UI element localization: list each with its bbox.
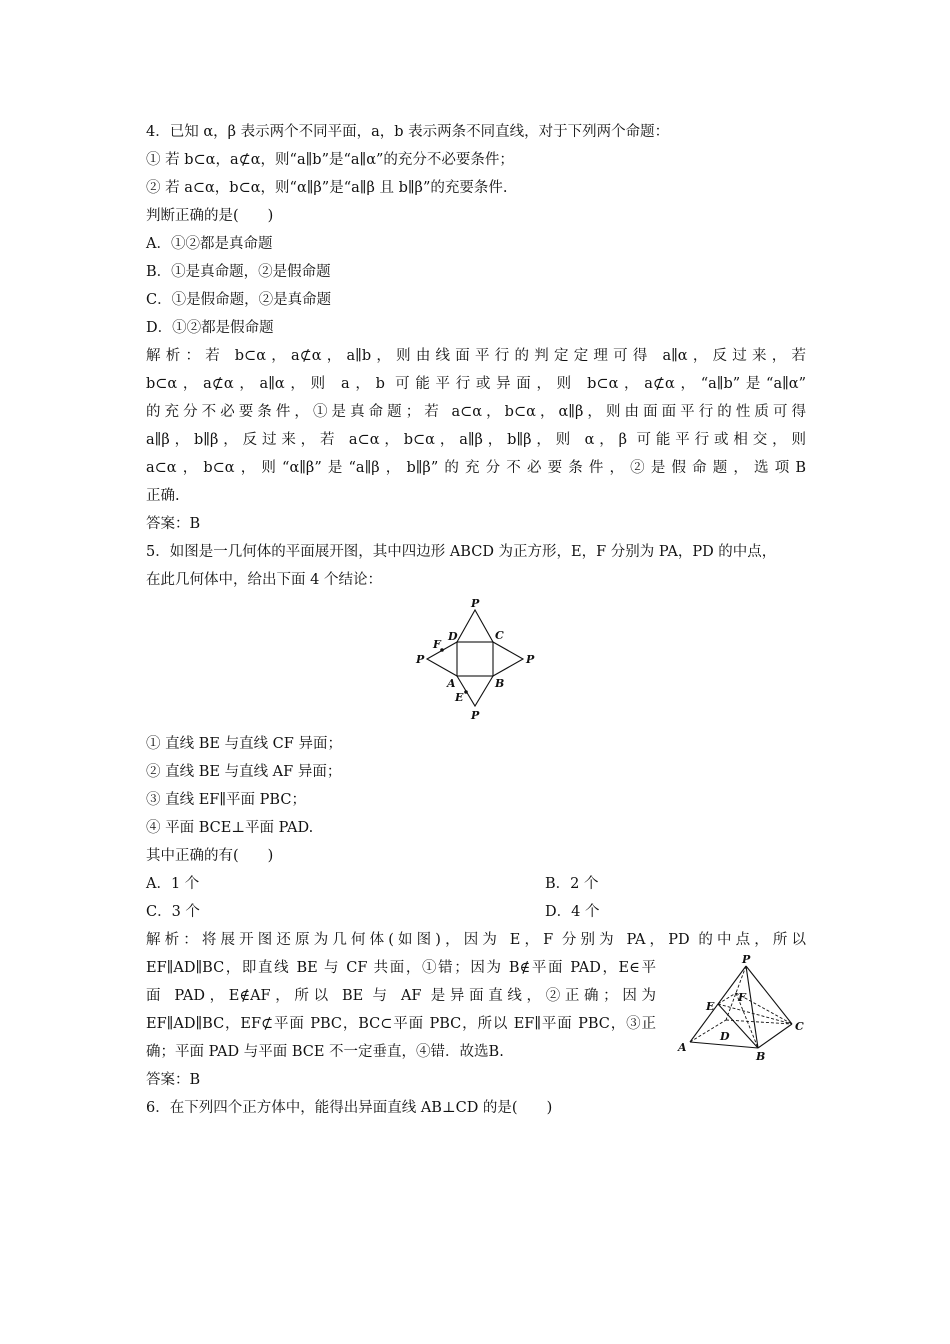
q4-analysis-line: 解析：若 b⊂α，a⊄α，a∥b，则由线面平行的判定定理可得 a∥α，反过来，若 bbox=[146, 348, 806, 364]
label-c: C bbox=[495, 629, 504, 642]
q5-statement-2: ② 直线 BE 与直线 AF 异面； bbox=[146, 764, 342, 780]
q4-answer: 答案：B bbox=[146, 516, 201, 532]
q6-stem: 6．在下列四个正方体中，能得出异面直线 AB⊥CD 的是( ) bbox=[146, 1100, 553, 1116]
point-e bbox=[464, 690, 468, 694]
q5-stem-continued: 在此几何体中，给出下面 4 个结论： bbox=[146, 572, 382, 588]
q4-option-c: C．①是假命题，②是真命题 bbox=[146, 292, 332, 308]
label-p-left: P bbox=[416, 653, 425, 666]
solid-label-d: D bbox=[720, 1030, 730, 1043]
q5-statement-4: ④ 平面 BCE⊥平面 PAD. bbox=[146, 820, 314, 836]
q5-analysis-line: EF∥AD∥BC，即直线 BE 与 CF 共面，①错；因为 B∉平面 PAD，E∈平 bbox=[146, 960, 656, 976]
label-p-right: P bbox=[526, 653, 535, 666]
q5-answer: 答案：B bbox=[146, 1072, 201, 1088]
q4-option-a: A．①②都是真命题 bbox=[146, 236, 273, 252]
q5-option-d: D．4 个 bbox=[545, 904, 600, 920]
q5-option-a: A．1 个 bbox=[146, 876, 200, 892]
solid-label-b: B bbox=[756, 1050, 766, 1063]
q4-option-b: B．①是真命题，②是假命题 bbox=[146, 264, 331, 280]
q4-proposition-2: ② 若 a⊂α，b⊂α，则“α∥β”是“a∥β 且 b∥β”的充要条件. bbox=[146, 180, 508, 196]
pyramid-figure bbox=[672, 952, 812, 1064]
q5-stem: 5．如图是一几何体的平面展开图，其中四边形 ABCD 为正方形，E，F 分别为 PA，PD 的中点， bbox=[146, 544, 777, 560]
q5-analysis-line: 面 PAD，E∉AF，所以 BE 与 AF 是异面直线，②正确；因为 bbox=[146, 988, 656, 1004]
label-p-bottom: P bbox=[471, 709, 480, 722]
net-figure bbox=[405, 596, 545, 724]
solid-label-e: E bbox=[706, 1000, 715, 1013]
solid-label-c: C bbox=[795, 1020, 804, 1033]
solid-label-a: A bbox=[678, 1041, 687, 1054]
label-p-top: P bbox=[471, 597, 480, 610]
q4-analysis-line: b⊂α，a⊄α，a∥α，则 a，b 可能平行或异面，则 b⊂α，a⊄α，“a∥b”是“a∥α” bbox=[146, 376, 806, 392]
label-e: E bbox=[455, 691, 464, 704]
label-b: B bbox=[495, 677, 505, 690]
q5-analysis-line: EF∥AD∥BC，EF⊄平面 PBC，BC⊂平面 PBC，所以 EF∥平面 PBC，③正 bbox=[146, 1016, 656, 1032]
label-d: D bbox=[448, 630, 458, 643]
q5-option-c: C．3 个 bbox=[146, 904, 200, 920]
q5-analysis-line: 确；平面 PAD 与平面 BCE 不一定垂直，④错．故选B. bbox=[146, 1044, 504, 1060]
label-a: A bbox=[447, 677, 456, 690]
q4-analysis-line: a∥β，b∥β，反过来，若 a⊂α，b⊂α，a∥β，b∥β，则 α，β 可能平行或相交，则 bbox=[146, 432, 806, 448]
solid-label-p: P bbox=[742, 953, 751, 966]
q5-question: 其中正确的有( ) bbox=[146, 848, 274, 864]
q4-question: 判断正确的是( ) bbox=[146, 208, 274, 224]
q5-statement-1: ① 直线 BE 与直线 CF 异面； bbox=[146, 736, 342, 752]
q4-proposition-1: ① 若 b⊂α，a⊄α，则“a∥b”是“a∥α”的充分不必要条件； bbox=[146, 152, 514, 168]
solid-label-f: F bbox=[738, 991, 746, 1004]
q4-analysis-line: 的充分不必要条件，①是真命题；若 a⊂α，b⊂α，α∥β，则由面面平行的性质可得 bbox=[146, 404, 806, 420]
label-f: F bbox=[433, 638, 441, 651]
q4-option-d: D．①②都是假命题 bbox=[146, 320, 274, 336]
q5-option-b: B．2 个 bbox=[545, 876, 599, 892]
q4-stem: 4．已知 α，β 表示两个不同平面，a，b 表示两条不同直线，对于下列两个命题： bbox=[146, 124, 670, 140]
q4-analysis-line: 正确. bbox=[146, 488, 180, 504]
q4-analysis-line: a⊂α，b⊂α，则“α∥β”是“a∥β，b∥β”的充分不必要条件，②是假命题，选项B bbox=[146, 460, 806, 476]
q5-analysis-line: 解析：将展开图还原为几何体(如图)，因为 E，F 分别为 PA，PD 的中点，所以 bbox=[146, 932, 806, 948]
q5-statement-3: ③ 直线 EF∥平面 PBC； bbox=[146, 792, 306, 808]
